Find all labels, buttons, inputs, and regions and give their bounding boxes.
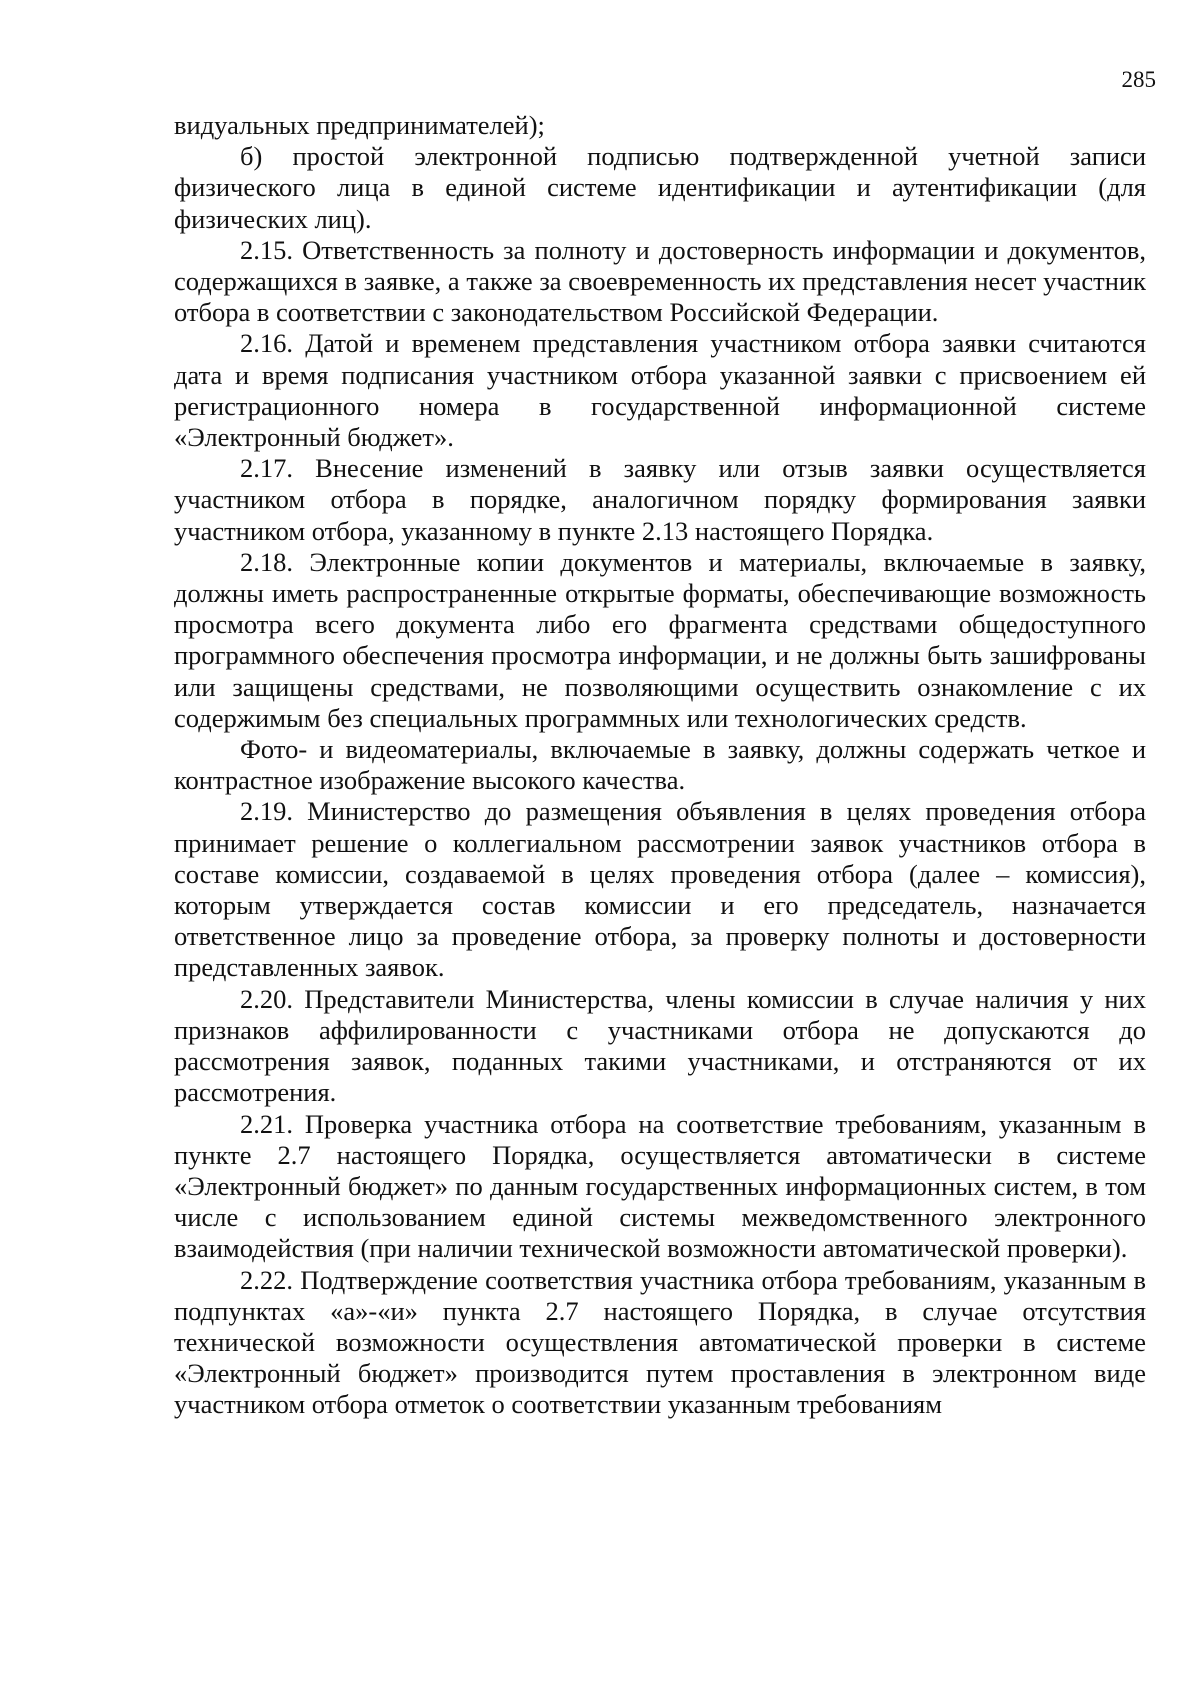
paragraph-2-22: 2.22. Подтверждение соответствия участника отбора требованиям, указанным в подпунктах «а»-«и» пункта 2.7 настоящего Порядка, в случае отсутствия технической возможности осуществления автоматической проверки в системе «Электронный бюджет» производится путем проставления в электронном виде участником отбора отметок о соответствии указанным требованиям (174, 1264, 1146, 1420)
paragraph-subitem-b: б) простой электронной подписью подтвержденной учетной записи физического лица в единой системе идентификации и аутентификации (для физических лиц). (174, 141, 1146, 234)
paragraph-2-18: 2.18. Электронные копии документов и материалы, включаемые в заявку, должны иметь распространенные открытые форматы, обеспечивающие возможность просмотра всего документа либо его фрагмента средствами общедоступного программного обеспечения просмотра информации, и не должны быть зашифрованы или защищены средствами, не позволяющими осуществить ознакомление с их содержимым без специальных программных или технологических средств. (174, 546, 1146, 733)
paragraph-2-19: 2.19. Министерство до размещения объявления в целях проведения отбора принимает решение о коллегиальном рассмотрении заявок участников отбора в составе комиссии, создаваемой в целях проведения отбора (далее – комиссия), которым утверждается состав комиссии и его председатель, назначается ответственное лицо за проведение отбора, за проверку полноты и достоверности представленных заявок. (174, 796, 1146, 983)
paragraph-2-16: 2.16. Датой и временем представления участником отбора заявки считаются дата и время подписания участником отбора указанной заявки с присвоением ей регистрационного номера в государственной информационной системе «Электронный бюджет». (174, 328, 1146, 453)
paragraph-2-17: 2.17. Внесение изменений в заявку или отзыв заявки осуществляется участником отбора в порядке, аналогичном порядку формирования заявки участником отбора, указанному в пункте 2.13 настоящего Порядка. (174, 453, 1146, 546)
paragraph-2-20: 2.20. Представители Министерства, члены комиссии в случае наличия у них признаков аффилированности с участниками отбора не допускаются до рассмотрения заявок, поданных такими участниками, и отстраняются от их рассмотрения. (174, 983, 1146, 1108)
paragraph-continuation: видуальных предпринимателей); (174, 110, 545, 140)
paragraph-media: Фото- и видеоматериалы, включаемые в заявку, должны содержать четкое и контрастное изображение высокого качества. (174, 734, 1146, 796)
paragraph-2-15: 2.15. Ответственность за полноту и достоверность информации и документов, содержащихся в заявке, а также за своевременность их представления несет участник отбора в соответствии с законодательством Российской Федерации. (174, 234, 1146, 328)
page-number: 285 (1121, 67, 1156, 92)
body-text (174, 110, 1146, 1421)
paragraph-2-21: 2.21. Проверка участника отбора на соответствие требованиям, указанным в пункте 2.7 настоящего Порядка, осуществляется автоматически в системе «Электронный бюджет» по данным государственных информационных систем, в том числе с использованием единой системы межведомственного электронного взаимодействия (при наличии технической возможности автоматической проверки). (174, 1108, 1146, 1264)
